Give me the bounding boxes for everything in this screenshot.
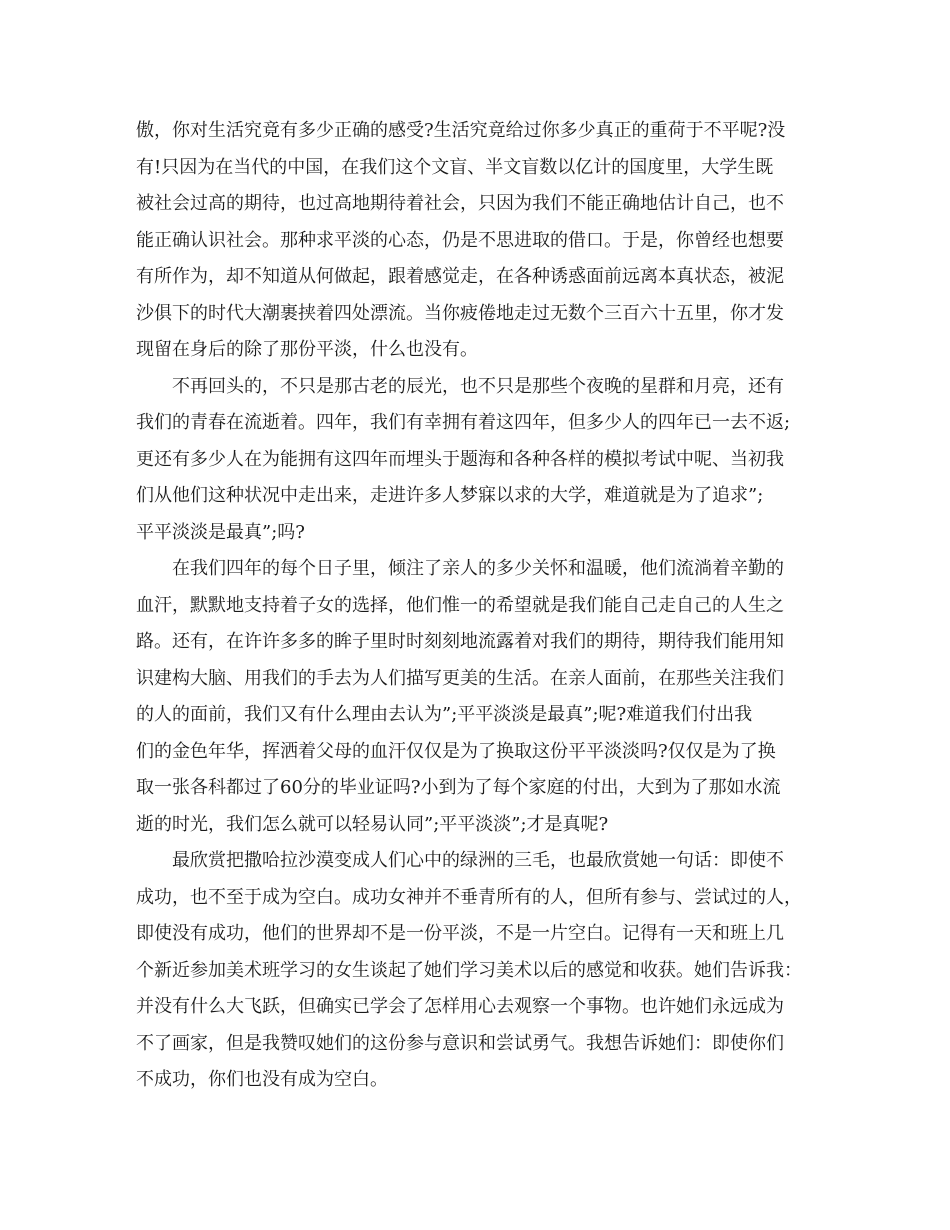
text-line-indented: 不再回头的，不只是那古老的辰光，也不只是那些个夜晚的星群和月亮，还有 bbox=[172, 375, 784, 397]
text-line: 现留在身后的除了那份平淡，什么也没有。 bbox=[136, 339, 478, 360]
paragraph-4 bbox=[136, 843, 816, 1099]
text-line: 并没有什么大飞跃，但确实已学会了怎样用心去观察一个事物。也许她们永远成为 bbox=[136, 996, 784, 1017]
paragraph-3 bbox=[136, 551, 816, 843]
text-line: 成功，也不至于成为空白。成功女神并不垂青所有的人，但所有参与、尝试过的人， bbox=[136, 886, 802, 908]
text-line: 有!只因为在当代的中国，在我们这个文盲、半文盲数以亿计的国度里，大学生既 bbox=[136, 156, 774, 178]
text-line: 取一张各科都过了60分的毕业证吗?小到为了每个家庭的付出，大到为了那如水流 bbox=[136, 777, 781, 798]
document-body bbox=[136, 113, 816, 1099]
text-line-indented: 在我们四年的每个日子里，倾注了亲人的多少关怀和温暖，他们流淌着辛勤的 bbox=[172, 558, 784, 579]
text-line: 不成功，你们也没有成为空白。 bbox=[136, 1069, 388, 1090]
text-line: 即使没有成功，他们的世界却不是一份平淡，不是一片空白。记得有一天和班上几 bbox=[136, 923, 784, 944]
text-line: 平平淡淡是最真”;吗? bbox=[136, 521, 305, 543]
text-line: 不了画家，但是我赞叹她们的这份参与意识和尝试勇气。我想告诉她们：即使你们 bbox=[136, 1032, 784, 1054]
text-line: 能正确认识社会。那种求平淡的心态，仍是不思进取的借口。于是，你曾经也想要 bbox=[136, 229, 784, 251]
text-line: 更还有多少人在为能拥有这四年而埋头于题海和各种各样的模拟考试中呢、当初我 bbox=[136, 448, 784, 470]
text-line: 有所作为，却不知道从何做起，跟着感觉走，在各种诱惑面前远离本真状态，被泥 bbox=[136, 266, 784, 287]
text-line: 逝的时光，我们怎么就可以轻易认同”;平平淡淡”;才是真呢? bbox=[136, 813, 609, 835]
text-line: 沙俱下的时代大潮裹挟着四处漂流。当你疲倦地走过无数个三百六十五里，你才发 bbox=[136, 302, 784, 324]
text-line: 路。还有，在许许多多的眸子里时时刻刻地流露着对我们的期待，期待我们能用知 bbox=[136, 631, 784, 652]
text-line: 识建构大脑、用我们的手去为人们描写更美的生活。在亲人面前，在那些关注我们 bbox=[136, 667, 784, 689]
text-line: 个新近参加美术班学习的女生谈起了她们学习美术以后的感觉和收获。她们告诉我： bbox=[136, 959, 802, 981]
text-line: 傲，你对生活究竟有多少正确的感受?生活究竟给过你多少真正的重荷于不平呢?没 bbox=[136, 120, 786, 141]
text-line: 血汗，默默地支持着子女的选择，他们惟一的希望就是我们能自己走自己的人生之 bbox=[136, 594, 784, 616]
text-line: 们的金色年华，挥洒着父母的血汗仅仅是为了换取这份平平淡淡吗?仅仅是为了换 bbox=[136, 740, 776, 762]
text-line-indented: 最欣赏把撒哈拉沙漠变成人们心中的绿洲的三毛，也最欣赏她一句话：即使不 bbox=[172, 850, 784, 871]
text-line: 们从他们这种状况中走出来，走进许多人梦寐以求的大学，难道就是为了追求”; bbox=[136, 485, 764, 506]
text-line: 被社会过高的期待，也过高地期待着社会，只因为我们不能正确地估计自己，也不 bbox=[136, 193, 784, 214]
text-line: 的人的面前，我们又有什么理由去认为”;平平淡淡是最真”;呢?难道我们付出我 bbox=[136, 704, 753, 725]
paragraph-1 bbox=[136, 113, 816, 369]
text-line: 我们的青春在流逝着。四年，我们有幸拥有着这四年，但多少人的四年已一去不返; bbox=[136, 412, 791, 433]
paragraph-2 bbox=[136, 369, 816, 552]
